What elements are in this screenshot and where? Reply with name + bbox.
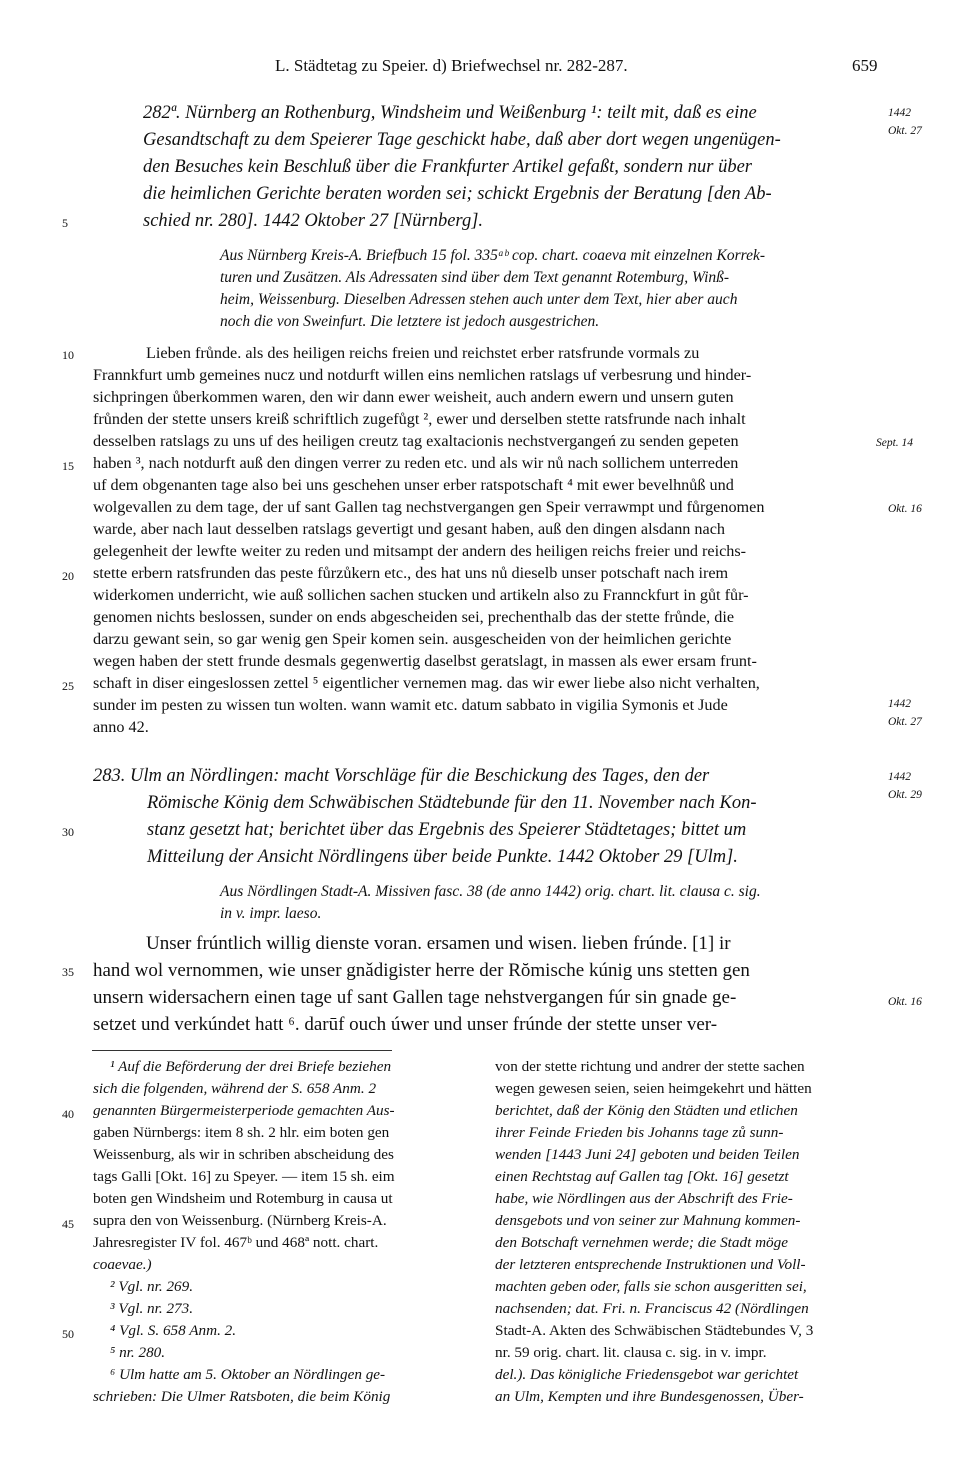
text-line: hand wol vernommen, wie unser gnǎdigister herre der Rŏmische kúnig uns stetten gen — [93, 960, 750, 981]
regest-line: Mitteilung der Ansicht Nördlingens über beide Punkte. 1442 Oktober 29 [Ulm]. — [147, 847, 738, 867]
text-line: sichpringen ůberkommen waren, den wir dann ewer weisheit, auch andern ewern und unsern guten — [93, 388, 734, 406]
footnote-line: wegen gewesen seien, seien heimgekehrt und hätten — [495, 1080, 812, 1097]
footnote-separator — [92, 1050, 392, 1051]
line-number: 5 — [62, 216, 68, 230]
margin-date: Sept. 14 — [876, 437, 914, 449]
text-line: gelegenheit der lewfte weiter zu reden und mitsampt der andern des heiligen reichs freier und reichs- — [93, 542, 747, 560]
text-line: desselben ratslags zu uns uf des heiligen creutz tag exaltacionis nechstvergangeń zu senden gepeten — [93, 432, 739, 450]
text-line: uf dem obgenanten tage also bei uns geschehen unser erber ratspotschaft ⁴ mit ewer bevelhnůß und — [93, 476, 734, 494]
line-number: 40 — [62, 1107, 74, 1121]
text-line: unsern widersachern einen tage uf sant Gallen tage nehstvergangen fúr sin gnade ge- — [93, 987, 737, 1008]
text-line: Lieben frůnde. als des heiligen reichs freien und reichstet erber ratsfrunde vormals zu — [146, 344, 700, 362]
footnote-line: einen Rechtstag auf Gallen tag [Okt. 16] gesetzt — [495, 1168, 789, 1185]
footnote-line: Jahresregister IV fol. 467ᵇ und 468ª nott. chart. — [93, 1234, 379, 1251]
regest-line: Römische König dem Schwäbischen Städtebunde für den 11. November nach Kon- — [147, 793, 757, 813]
source-line: turen und Zusätzen. Als Adressaten sind über dem Text genannt Rotemburg, Winß- — [220, 269, 730, 286]
regest-line: den Besuches kein Beschluß über die Frankfurter Artikel gefaßt, sondern nur über — [143, 157, 753, 177]
footnote-line: wenden [1443 Juni 24] geboten und beiden Teilen — [495, 1146, 800, 1163]
footnote-line: machten geben oder, falls sie schon ausgeritten sei, — [495, 1278, 807, 1295]
line-number: 35 — [62, 965, 74, 979]
text-line: wolgevallen zu dem tage, der uf sant Gallen tag nechstvergangen gen Speir verrawmpt und fůrgenomen — [93, 498, 765, 516]
footnote-line: gaben Nürnbergs: item 8 sh. 2 hlr. eim boten gen — [93, 1124, 390, 1141]
source-line: heim, Weissenburg. Dieselben Adressen stehen auch unter dem Text, hier aber auch — [220, 291, 738, 308]
text-line: warde, aber nach laut desselben ratslags gevertigt und gesant haben, auß den dingen alsdann nach — [93, 520, 725, 538]
footnote-line: sich die folgenden, während der S. 658 Anm. 2 — [93, 1080, 377, 1097]
footnote-line: genannten Bürgermeisterperiode gemachten Aus- — [93, 1102, 395, 1119]
margin-year: 1442 — [888, 698, 911, 710]
source-line: noch die von Sweinfurt. Die letztere ist jedoch ausgestrichen. — [220, 313, 600, 330]
regest-line: die heimlichen Gerichte beraten worden sei; schickt Ergebnis der Beratung [den Ab- — [143, 184, 772, 204]
regest-line: 282ª. Nürnberg an Rothenburg, Windsheim und Weißenburg ¹: teilt mit, daß es eine — [143, 103, 757, 123]
margin-year: 1442 — [888, 107, 911, 119]
footnote-line: ¹ Auf die Beförderung der drei Briefe beziehen — [110, 1058, 392, 1075]
margin-date: Okt. 29 — [888, 789, 922, 801]
footnote-line: der letzteren entsprechende Instruktionen und Voll- — [495, 1256, 806, 1273]
text-line: haben ³, nach notdurft auß den dingen verrer zu reden etc. und als wir nů nach sollichem unterreden — [93, 454, 739, 472]
text-line: wegen haben der stett frunde desmals gegenwertig daselbst geratslagt, in massen als ewer ersam frunt- — [93, 652, 757, 670]
text-line: setzet und verkúndet hatt ⁶. darūf ouch úwer und unser frúnde der stette unser ver- — [93, 1014, 718, 1035]
footnote-line: ⁵ nr. 280. — [110, 1344, 166, 1361]
page-number: 659 — [852, 56, 878, 75]
regest-line: 283. Ulm an Nördlingen: macht Vorschläge für die Beschickung des Tages, den der — [93, 766, 710, 786]
header-title: L. Städtetag zu Speier. d) Briefwechsel nr. 282-287. — [275, 56, 628, 75]
text-line: anno 42. — [93, 718, 149, 736]
margin-date: Okt. 27 — [888, 125, 922, 137]
line-number: 50 — [62, 1327, 74, 1341]
line-number: 20 — [62, 569, 74, 583]
line-number: 15 — [62, 459, 74, 473]
text-line: darzu gewant sein, so gar wenig gen Speir komen sein. ausgescheiden von der heimlichen gerichte — [93, 630, 732, 648]
footnote-line: supra den von Weissenburg. (Nürnberg Kreis-A. — [93, 1212, 387, 1229]
text-line: genomen nichts beslossen, sunder on ends abgescheiden sei, prechenthalb das der stette frůnde, die — [93, 608, 735, 626]
footnote-line: ³ Vgl. nr. 273. — [110, 1300, 194, 1317]
footnote-line: ihrer Feinde Frieden bis Johanns tage zů sunn- — [495, 1124, 784, 1141]
text-line: schaft in diser eingeslossen zettel ⁵ eigentlicher vernemen mag. das wir ewer liebe also nicht verhalten, — [93, 674, 760, 692]
footnote-line: habe, wie Nördlingen aus der Abschrift des Frie- — [495, 1190, 793, 1207]
line-number: 30 — [62, 825, 74, 839]
footnote-line: ² Vgl. nr. 269. — [110, 1278, 194, 1295]
footnote-line: nachsenden; dat. Fri. n. Franciscus 42 (Nördlingen — [495, 1300, 809, 1317]
footnote-line: tags Galli [Okt. 16] zu Speyer. — item 15 sh. eim — [93, 1168, 395, 1185]
source-line: in v. impr. laeso. — [220, 905, 322, 922]
line-number: 45 — [62, 1217, 74, 1231]
footnote-line: boten gen Windsheim und Rotemburg in causa ut — [93, 1190, 393, 1207]
text-line: widerkomen underricht, wie auß sollichen sachen stucken und artikeln also zu Frannckfurt in gůt fůr- — [93, 586, 749, 604]
line-number: 10 — [62, 348, 74, 362]
line-number: 25 — [62, 679, 74, 693]
footnote-line: ⁶ Ulm hatte am 5. Oktober an Nördlingen ge- — [110, 1366, 386, 1383]
text-line: stette erbern ratsfrunden das peste fůrzůkern etc., des hat uns nů dieselb unser potschaft nach irem — [93, 564, 729, 582]
margin-year: 1442 — [888, 771, 911, 783]
footnote-line: berichtet, daß der König den Städten und etlichen — [495, 1102, 798, 1119]
margin-date: Okt. 16 — [888, 503, 922, 515]
footnote-line: von der stette richtung und andrer der stette sachen — [495, 1058, 805, 1075]
footnote-line: an Ulm, Kempten und ihre Bundesgenossen, Über- — [495, 1388, 804, 1405]
source-line: Aus Nördlingen Stadt-A. Missiven fasc. 38 (de anno 1442) orig. chart. lit. clausa c. sig. — [220, 883, 761, 900]
regest-line: schied nr. 280]. 1442 Oktober 27 [Nürnberg]. — [143, 211, 484, 231]
margin-date: Okt. 16 — [888, 996, 922, 1008]
footnote-line: Stadt-A. Akten des Schwäbischen Städtebundes V, 3 — [495, 1322, 814, 1339]
margin-date: Okt. 27 — [888, 716, 922, 728]
text-line: Frannkfurt umb gemeines nucz und notdurft willen eins nemlichen ratslags uf verbesrung und hinder- — [93, 366, 752, 384]
text-line: Unser frúntlich willig dienste voran. ersamen und wisen. lieben frúnde. [1] ir — [146, 933, 731, 954]
footnote-line: Weissenburg, als wir in schriben abscheidung des — [93, 1146, 394, 1163]
footnote-line: coaevae.) — [93, 1256, 152, 1273]
running-header — [0, 56, 960, 80]
footnote-line: densgebots und von seiner zur Mahnung kommen- — [495, 1212, 801, 1229]
source-line: Aus Nürnberg Kreis-A. Briefbuch 15 fol. 335ᵃᵇ cop. chart. coaeva mit einzelnen Korrek- — [220, 247, 766, 264]
text-line: frůnden der stette unsers kreiß schriftlich zugefůgt ², ewer und derselben stette ratsfrunde nach inhalt — [93, 410, 746, 428]
footnote-line: ⁴ Vgl. S. 658 Anm. 2. — [110, 1322, 237, 1339]
footnote-line: del.). Das königliche Friedensgebot war gerichtet — [495, 1366, 799, 1383]
regest-line: Gesandtschaft zu dem Speierer Tage geschickt habe, daß aber dort wegen ungenügen- — [143, 130, 781, 150]
text-line: sunder im pesten zu wissen tun wolten. wann wamit etc. datum sabbato in vigilia Symonis et Jude — [93, 696, 728, 714]
regest-line: stanz gesetzt hat; berichtet über das Ergebnis des Speierer Städtetages; bittet um — [147, 820, 747, 840]
footnote-line: den Botschaft vernehmen werde; die Stadt möge — [495, 1234, 788, 1251]
footnote-line: nr. 59 orig. chart. lit. clausa c. sig. in v. impr. — [495, 1344, 767, 1361]
footnote-line: schrieben: Die Ulmer Ratsboten, die beim König — [93, 1388, 391, 1405]
